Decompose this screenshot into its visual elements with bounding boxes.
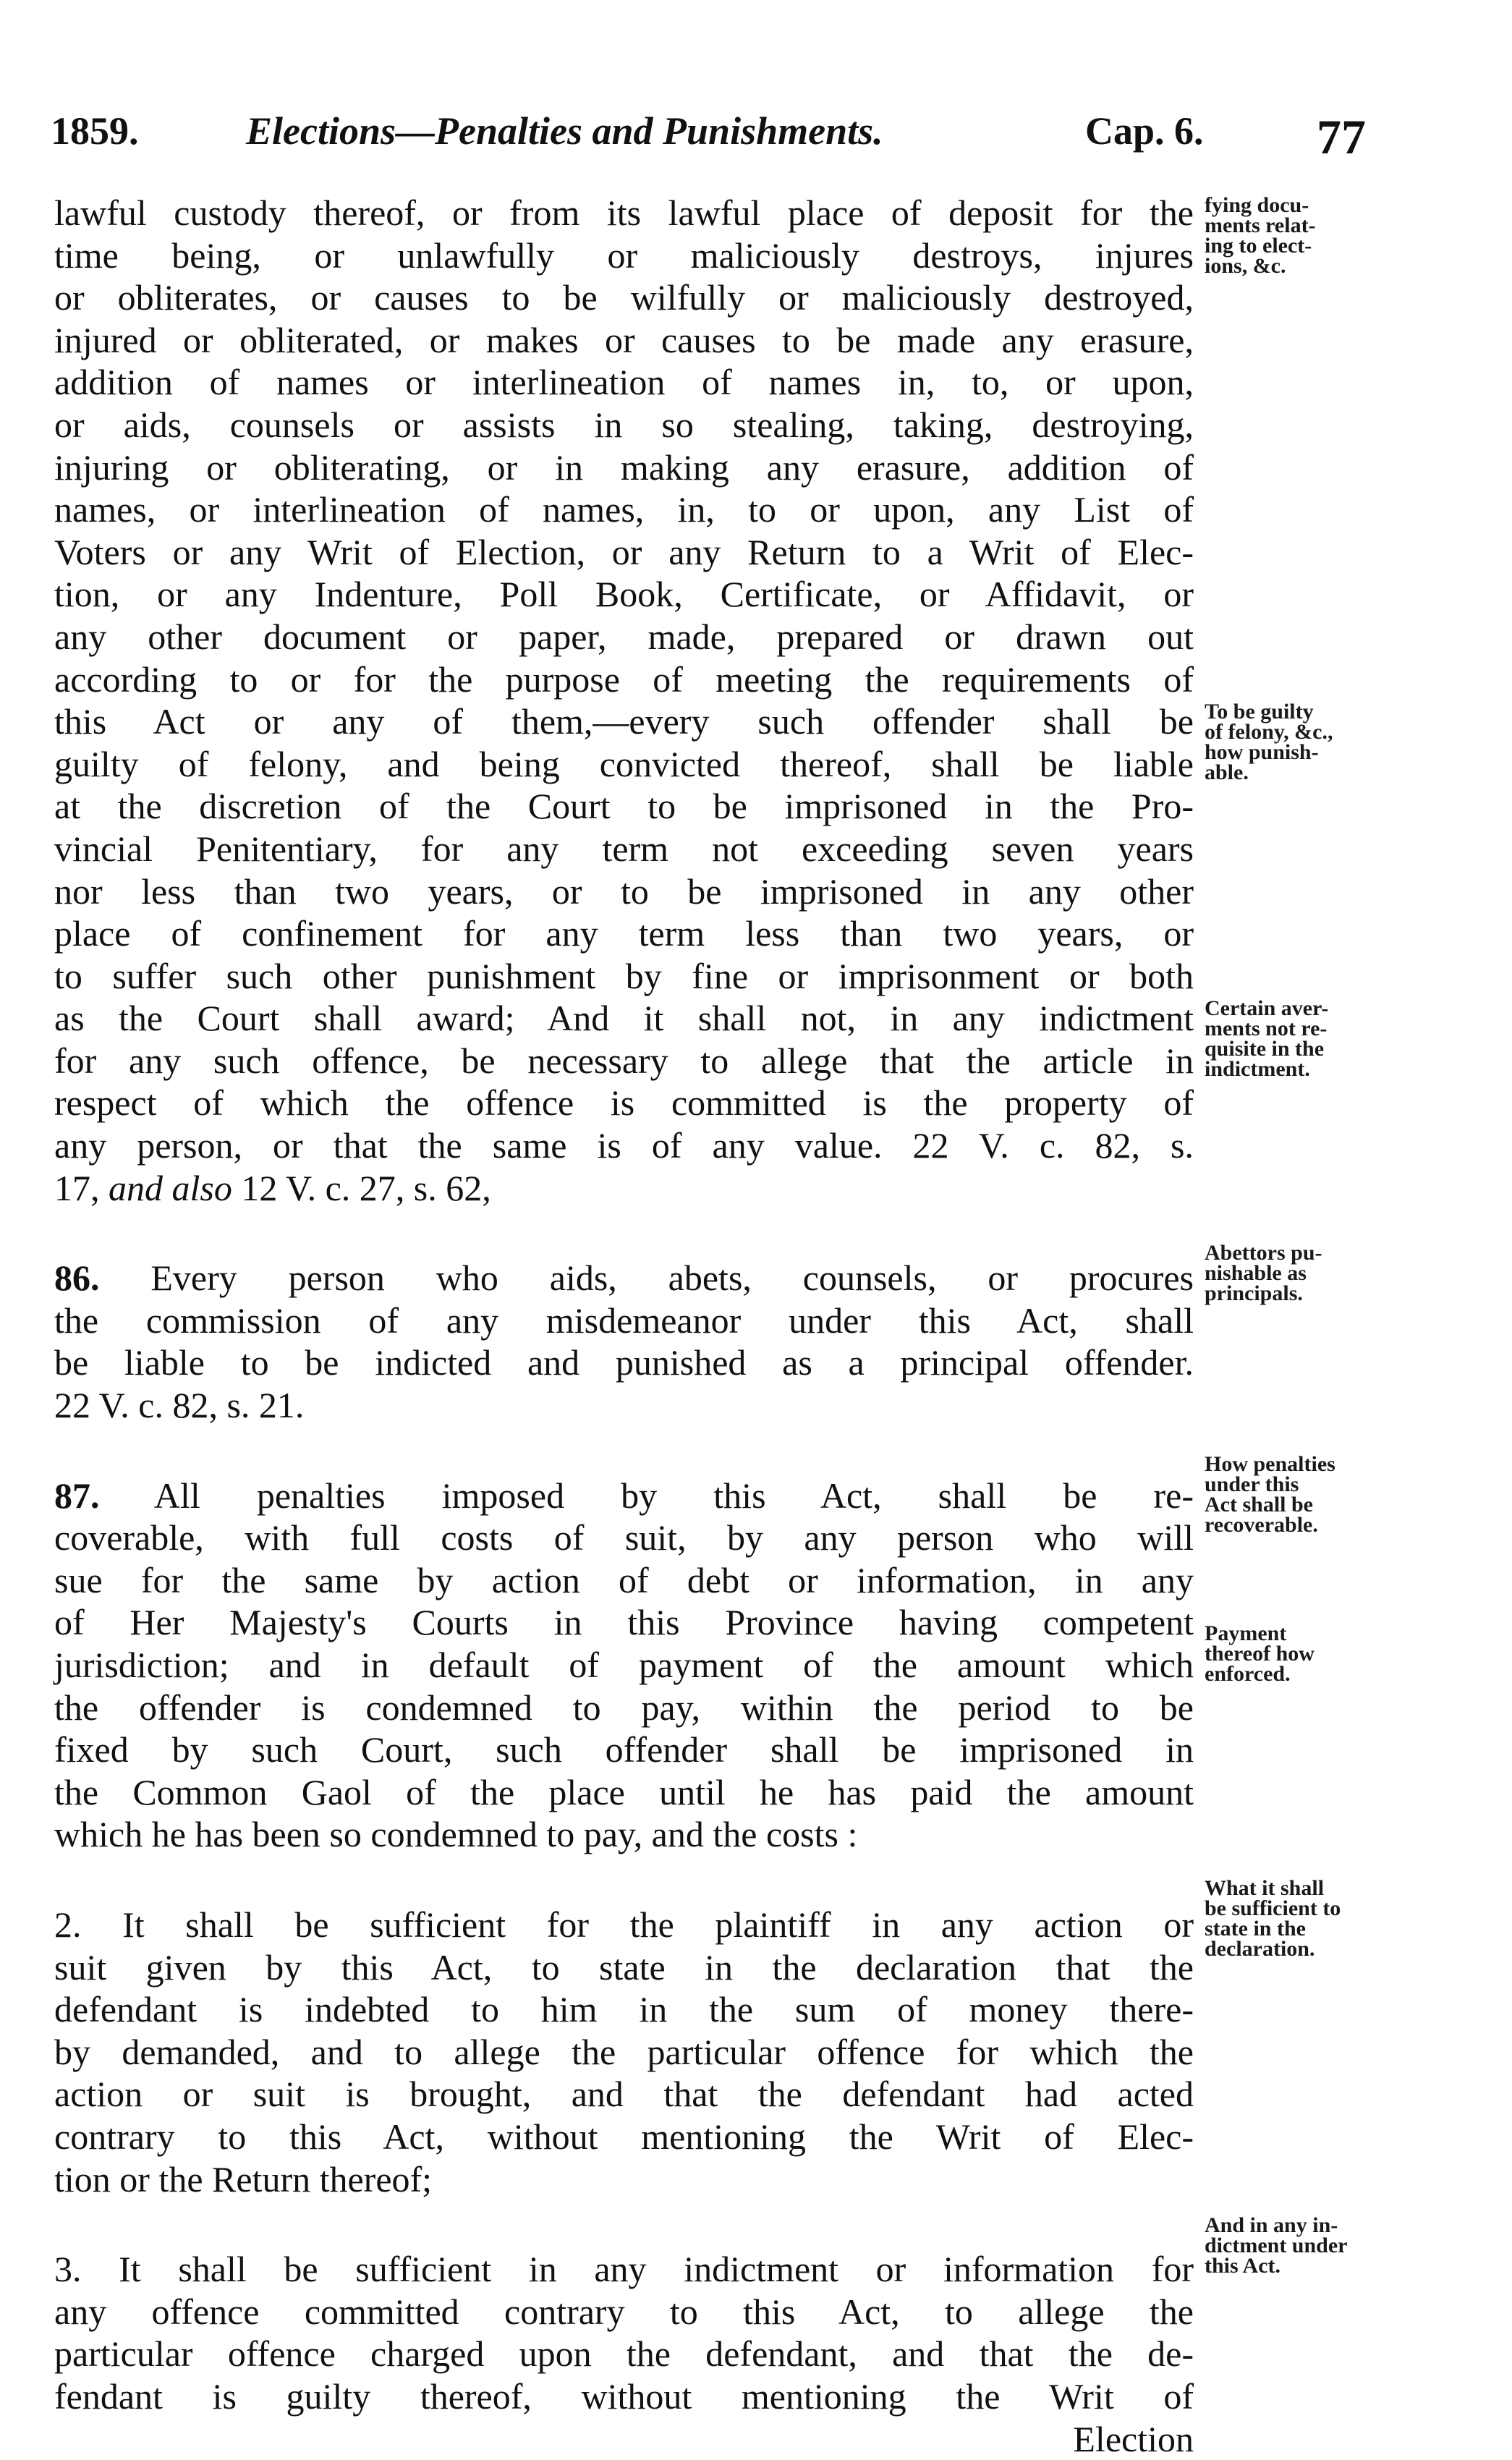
text-line: or aids, counsels or assists in so stealing, taking, destroying, [54, 404, 1194, 446]
citation-part: 17, [54, 1168, 109, 1208]
text-line: to suffer such other punishment by fine or imprisonment or both [54, 955, 1194, 998]
text-line: be liable to be indicted and punished as a principal offender. [54, 1341, 1194, 1384]
margin-note-line: nishable as [1205, 1263, 1422, 1284]
text-line: any other document or paper, made, prepared or drawn out [54, 616, 1194, 658]
margin-note-line: Act shall be [1205, 1495, 1422, 1515]
margin-note-line: What it shall [1205, 1878, 1422, 1899]
text-line: tion or the Return thereof; [54, 2158, 1194, 2201]
text-line: respect of which the offence is committed is the property of [54, 1082, 1194, 1124]
margin-note-line: state in the [1205, 1919, 1422, 1939]
margin-note-averments [1205, 998, 1422, 1080]
margin-note-line: thereof how [1205, 1644, 1422, 1664]
margin-note-line: ments not re- [1205, 1019, 1422, 1039]
text-line: 2. It shall be sufficient for the plaintiff in any action or [54, 1904, 1194, 1946]
text-line: coverable, with full costs of suit, by any person who will [54, 1517, 1194, 1559]
margin-note-line: indictment. [1205, 1059, 1422, 1080]
text-line: the Common Gaol of the place until he has paid the amount [54, 1771, 1194, 1814]
subsection-2 [54, 1904, 1194, 2200]
header-year: 1859. [51, 109, 139, 153]
margin-note-line: quisite in the [1205, 1039, 1422, 1059]
text-line: vincial Penitentiary, for any term not exceeding seven years [54, 828, 1194, 870]
margin-note-line: of felony, &c., [1205, 722, 1422, 742]
section-86 [54, 1257, 1194, 1426]
margin-note-line: be sufficient to [1205, 1899, 1422, 1919]
margin-note-line: how punish- [1205, 742, 1422, 763]
margin-note-documents [1205, 195, 1422, 276]
text-line: of Her Majesty's Courts in this Province having competent [54, 1601, 1194, 1644]
header-title: Elections—Penalties and Punishments. [246, 109, 883, 153]
text-line: injuring or obliterating, or in making any erasure, addition of [54, 446, 1194, 489]
margin-note-line: declaration. [1205, 1939, 1422, 1959]
page-number: 77 [1317, 109, 1366, 166]
margin-note-line: principals. [1205, 1284, 1422, 1304]
text-line: 3. It shall be sufficient in any indictment or information for [54, 2248, 1194, 2291]
text-line: time being, or unlawfully or maliciously destroys, injures [54, 234, 1194, 277]
margin-note-line: ments relat- [1205, 216, 1422, 236]
text-span: All penalties imposed by this Act, shall be re- [100, 1475, 1194, 1516]
text-line: or obliterates, or causes to be wilfully or maliciously destroyed, [54, 276, 1194, 319]
margin-note-line: able. [1205, 763, 1422, 783]
text-line: defendant is indebted to him in the sum of money there- [54, 1988, 1194, 2031]
text-line: place of confinement for any term less than two years, or [54, 912, 1194, 955]
margin-note-payment [1205, 1624, 1422, 1684]
text-line: this Act or any of them,—every such offender shall be [54, 700, 1194, 743]
text-line: which he has been so condemned to pay, and the costs : [54, 1813, 1194, 1856]
margin-note-line: enforced. [1205, 1664, 1422, 1684]
citation-part: 12 V. c. 27, s. 62, [232, 1168, 491, 1208]
text-line: nor less than two years, or to be imprisoned in any other [54, 870, 1194, 913]
section-87 [54, 1475, 1194, 1856]
paragraph-continuation [54, 192, 1194, 1209]
text-span: Every person who aids, abets, counsels, or procures [100, 1257, 1194, 1298]
section-number: 87. [54, 1475, 100, 1516]
citation-line: 22 V. c. 82, s. 21. [54, 1384, 1194, 1427]
text-line: as the Court shall award; And it shall not, in any indictment [54, 997, 1194, 1040]
text-line: sue for the same by action of debt or information, in any [54, 1559, 1194, 1602]
text-line: injured or obliterated, or makes or causes to be made any erasure, [54, 319, 1194, 362]
text-line: according to or for the purpose of meeting the requirements of [54, 658, 1194, 701]
margin-note-line: fying docu- [1205, 195, 1422, 216]
text-line: at the discretion of the Court to be imprisoned in the Pro- [54, 785, 1194, 828]
body-text [54, 192, 1194, 2460]
margin-note-penalties [1205, 1454, 1422, 1535]
text-line: tion, or any Indenture, Poll Book, Certificate, or Affidavit, or [54, 573, 1194, 616]
text-line: fendant is guilty thereof, without mentioning the Writ of [54, 2375, 1194, 2418]
margin-note-indictment [1205, 2215, 1422, 2276]
text-line: any person, or that the same is of any value. 22 V. c. 82, s. [54, 1124, 1194, 1167]
text-line: Voters or any Writ of Election, or any Return to a Writ of Elec- [54, 531, 1194, 574]
citation-italic: and also [109, 1168, 232, 1208]
text-line: guilty of felony, and being convicted thereof, shall be liable [54, 743, 1194, 786]
text-line: contrary to this Act, without mentioning the Writ of Elec- [54, 2116, 1194, 2158]
section-number: 86. [54, 1257, 100, 1298]
text-line [54, 1257, 1194, 1299]
margin-note-abettors [1205, 1243, 1422, 1304]
margin-note-line: To be guilty [1205, 702, 1422, 722]
text-line: particular offence charged upon the defendant, and that the de- [54, 2333, 1194, 2375]
catchword: Election [54, 2418, 1194, 2460]
margin-note-declaration [1205, 1878, 1422, 1959]
text-line: jurisdiction; and in default of payment of the amount which [54, 1644, 1194, 1687]
text-line [54, 1475, 1194, 1517]
subsection-3 [54, 2248, 1194, 2460]
text-line: action or suit is brought, and that the defendant had acted [54, 2073, 1194, 2116]
margin-note-felony [1205, 702, 1422, 783]
margin-note-line: ing to elect- [1205, 236, 1422, 256]
running-header [51, 109, 1389, 166]
margin-note-line: Payment [1205, 1624, 1422, 1644]
text-line: the commission of any misdemeanor under this Act, shall [54, 1299, 1194, 1342]
margin-note-line: ions, &c. [1205, 256, 1422, 276]
header-chapter: Cap. 6. [1085, 109, 1204, 153]
margin-note-line: And in any in- [1205, 2215, 1422, 2236]
text-line: fixed by such Court, such offender shall be imprisoned in [54, 1729, 1194, 1771]
text-line: any offence committed contrary to this Act, to allege the [54, 2291, 1194, 2333]
margin-note-line: How penalties [1205, 1454, 1422, 1475]
citation-line [54, 1167, 1194, 1210]
margin-note-line: Certain aver- [1205, 998, 1422, 1019]
text-line: lawful custody thereof, or from its lawful place of deposit for the [54, 192, 1194, 234]
text-line: the offender is condemned to pay, within the period to be [54, 1687, 1194, 1729]
text-line: suit given by this Act, to state in the declaration that the [54, 1946, 1194, 1989]
margin-note-line: dictment under [1205, 2236, 1422, 2256]
text-line: names, or interlineation of names, in, to or upon, any List of [54, 488, 1194, 531]
margin-note-line: under this [1205, 1475, 1422, 1495]
text-line: addition of names or interlineation of names in, to, or upon, [54, 361, 1194, 404]
margin-note-line: this Act. [1205, 2256, 1422, 2276]
margin-note-line: recoverable. [1205, 1515, 1422, 1535]
margin-note-line: Abettors pu- [1205, 1243, 1422, 1263]
text-line: for any such offence, be necessary to allege that the article in [54, 1040, 1194, 1082]
text-line: by demanded, and to allege the particular offence for which the [54, 2031, 1194, 2074]
